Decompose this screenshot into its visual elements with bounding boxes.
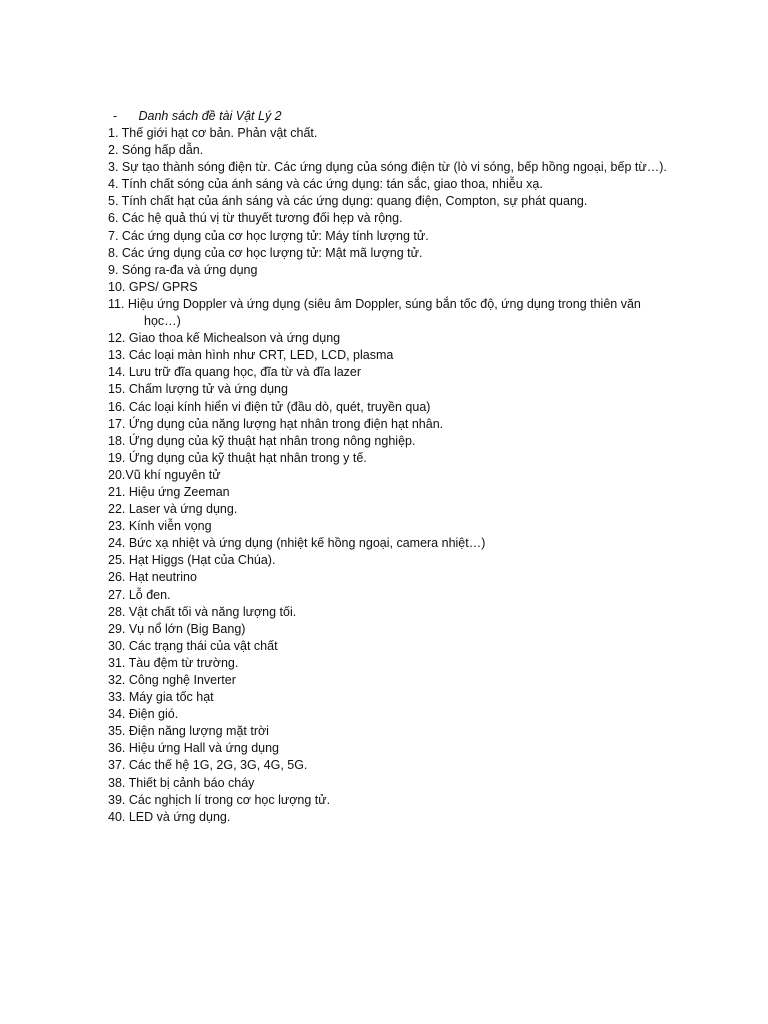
list-item: 18. Ứng dụng của kỹ thuật hạt nhân trong nông nghiệp. — [108, 433, 416, 448]
list-item: 33. Máy gia tốc hạt — [108, 690, 214, 705]
list-item: 37. Các thế hệ 1G, 2G, 3G, 4G, 5G. — [108, 758, 308, 773]
list-item: 1. Thế giới hạt cơ bản. Phản vật chất. — [108, 126, 318, 140]
list-item: 24. Bức xạ nhiệt và ứng dụng (nhiệt kế hồng ngoại, camera nhiệt…) — [108, 536, 486, 551]
list-item: 23. Kính viễn vọng — [108, 519, 212, 534]
list-item: 7. Các ứng dụng của cơ học lượng tử: Máy tính lượng tử. — [108, 228, 429, 243]
list-item: 6. Các hệ quả thú vị từ thuyết tương đối hẹp và rộng. — [108, 211, 403, 226]
list-item: 35. Điện năng lượng mặt trời — [108, 724, 269, 739]
list-item: 12. Giao thoa kế Michealson và ứng dụng — [108, 331, 341, 346]
list-item: 26. Hạt neutrino — [108, 570, 197, 585]
list-item-continuation: học…) — [144, 314, 181, 329]
list-item: 2. Sóng hấp dẫn. — [108, 143, 204, 158]
list-item: 39. Các nghịch lí trong cơ học lượng tử. — [108, 792, 331, 807]
list-item: 29. Vụ nổ lớn (Big Bang) — [108, 621, 246, 636]
list-item: 21. Hiệu ứng Zeeman — [108, 484, 230, 499]
heading-title: Danh sách đề tài Vật Lý 2 — [138, 109, 282, 123]
list-item: 20.Vũ khí nguyên tử — [108, 467, 221, 482]
list-item: 32. Công nghệ Inverter — [108, 673, 236, 687]
document-heading — [113, 108, 282, 125]
list-item: 4. Tính chất sóng của ánh sáng và các ứng dụng: tán sắc, giao thoa, nhiễu xạ. — [108, 177, 543, 192]
list-item: 27. Lỗ đen. — [108, 587, 171, 602]
heading-dash: - — [113, 109, 118, 123]
list-item: 40. LED và ứng dụng. — [108, 809, 231, 824]
list-item: 28. Vật chất tối và năng lượng tối. — [108, 604, 297, 619]
list-item: 11. Hiệu ứng Doppler và ứng dụng (siêu âm Doppler, súng bắn tốc độ, ứng dụng trong thiên văn học…) — [108, 296, 708, 330]
list-item: 9. Sóng ra-đa và ứng dụng — [108, 262, 258, 277]
list-item: 31. Tàu đệm từ trường. — [108, 655, 239, 670]
list-item: 30. Các trạng thái của vật chất — [108, 638, 278, 653]
list-item: 34. Điện gió. — [108, 707, 179, 722]
list-item: 15. Chấm lượng tử và ứng dụng — [108, 382, 288, 397]
list-item: 3. Sự tạo thành sóng điện từ. Các ứng dụng của sóng điện từ (lò vi sóng, bếp hồng ngoại, bếp từ…). — [108, 160, 667, 175]
list-item: 38. Thiết bị cảnh báo cháy — [108, 775, 255, 790]
list-item: 10. GPS/ GPRS — [108, 279, 198, 294]
list-item: 25. Hạt Higgs (Hạt của Chúa). — [108, 553, 276, 568]
list-item: 19. Ứng dụng của kỹ thuật hạt nhân trong y tế. — [108, 450, 367, 465]
list-item: 14. Lưu trữ đĩa quang học, đĩa từ và đĩa lazer — [108, 365, 362, 380]
topic-list — [108, 125, 708, 826]
list-item: 36. Hiệu ứng Hall và ứng dụng — [108, 741, 280, 756]
list-item: 8. Các ứng dụng của cơ học lượng tử: Mật mã lượng tử. — [108, 245, 423, 260]
list-item: 22. Laser và ứng dụng. — [108, 502, 238, 517]
list-item: 16. Các loại kính hiển vi điện tử (đầu dò, quét, truyền qua) — [108, 399, 431, 414]
list-item: 17. Ứng dụng của năng lượng hạt nhân trong điện hạt nhân. — [108, 416, 444, 431]
list-item: 5. Tính chất hạt của ánh sáng và các ứng dụng: quang điện, Compton, sự phát quang. — [108, 194, 588, 209]
list-item: 13. Các loại màn hình như CRT, LED, LCD, plasma — [108, 348, 394, 363]
